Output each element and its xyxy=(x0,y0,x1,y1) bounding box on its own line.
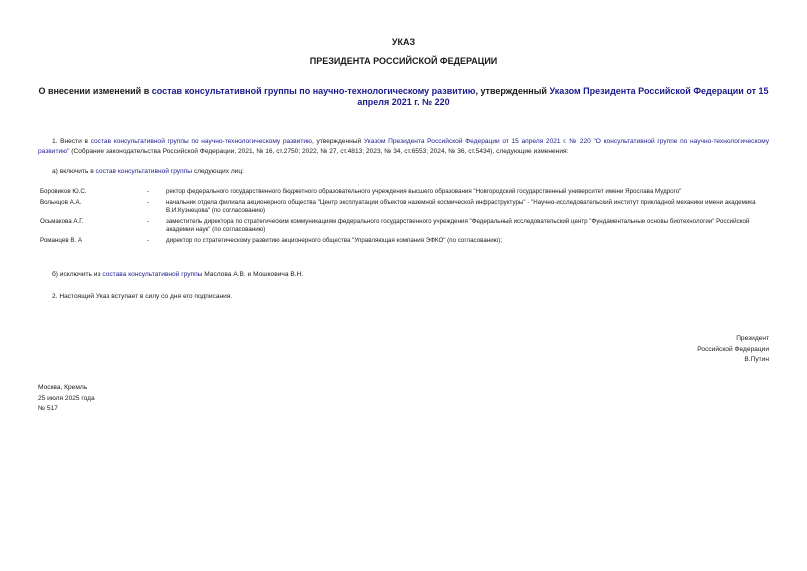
signature-block xyxy=(697,334,769,366)
para-a-link-group[interactable]: состав консультативной группы xyxy=(95,168,192,175)
heading-text-2: , утвержденный xyxy=(475,86,550,96)
member-dash: - xyxy=(146,199,150,206)
para-b-link-group[interactable]: состава консультативной группы xyxy=(102,271,203,278)
member-description: ректор федерального государственного бюджетного образовательного учреждения высшего образования "Новгородский государственный университет имени Ярослава Мудрого" xyxy=(166,188,682,195)
para-b-text-1: б) исключить из xyxy=(52,271,103,278)
member-description: начальник отдела филиала акционерного общества "Центр эксплуатации объектов наземной космической инфраструктуры" - "Научно-исследовательский институт прикладной механики имени академика В.И.Кузнецова" (по согласованию) xyxy=(166,199,756,214)
document-type-title: УКАЗ xyxy=(391,37,416,47)
paragraph-b xyxy=(52,270,783,280)
member-name: Вольнцов А.А. xyxy=(40,199,82,206)
member-description: заместитель директора по стратегическим коммуникациям федерального государственного учреждения "Федеральный исследовательский центр "Фундаментальные основы биотехнологии" Российской академии наук" (по согласованию) xyxy=(166,218,750,233)
para1-text-1: 1. Внести в xyxy=(52,138,91,145)
issuer-title: ПРЕЗИДЕНТА РОССИЙСКОЙ ФЕДЕРАЦИИ xyxy=(309,56,498,66)
para-a-text-1: а) включить в xyxy=(52,168,96,175)
heading-link-decree[interactable]: Указом Президента Российской Федерации от 15 апреля 2021 г. № 220 xyxy=(357,86,769,107)
paragraph-1 xyxy=(38,137,769,156)
paragraph-a xyxy=(52,167,783,177)
para-b-text-2: Маслова А.В. и Мошковича В.Н. xyxy=(202,271,304,278)
member-dash: - xyxy=(146,218,150,225)
para1-link-decree[interactable]: Указом Президента Российской Федерации от 15 апреля 2021 г. № 220 "О консультативной группе по научно-технологическому развитию" xyxy=(38,138,769,155)
para1-link-group-composition[interactable]: состав консультативной группы по научно-технологическому развитию xyxy=(90,138,312,145)
heading-link-group-composition[interactable]: состав консультативной группы по научно-технологическому развитию xyxy=(151,86,476,96)
document-heading xyxy=(30,86,777,108)
member-name: Осьмакова А.Г. xyxy=(40,218,84,225)
signing-date: 25 июля 2025 года xyxy=(38,394,95,402)
signature-position: Президент xyxy=(736,335,769,342)
paragraph-2: 2. Настоящий Указ вступает в силу со дня его подписания. xyxy=(52,293,233,300)
signing-place: Москва, Кремль xyxy=(38,384,88,391)
member-dash: - xyxy=(146,237,150,244)
para1-text-2: , утвержденный xyxy=(312,138,364,145)
members-table xyxy=(40,188,770,248)
member-dash: - xyxy=(146,188,150,195)
document-footer xyxy=(38,383,95,415)
member-row xyxy=(40,199,770,218)
member-description: директор по стратегическому развитию акционерного общества "Управляющая компания ЭФКО" (по согласованию); xyxy=(166,237,503,244)
signature-name: В.Путин xyxy=(744,356,769,363)
para-a-text-2: следующих лиц: xyxy=(192,168,244,175)
para1-text-3: (Собрание законодательства Российской Федерации, 2021, № 16, ст.2750; 2022, № 27, ст.4813; 2023, № 34, ст.6553; 2024, № 36, ст.5434), следующие изменения: xyxy=(69,147,569,155)
member-name: Романцев В. А xyxy=(40,237,83,244)
heading-text-1: О внесении изменений в xyxy=(38,86,152,96)
member-row xyxy=(40,188,770,199)
member-row xyxy=(40,237,770,248)
member-name: Боровиков Ю.С. xyxy=(40,188,87,195)
signature-country: Российской Федерации xyxy=(697,345,769,353)
member-row xyxy=(40,218,770,237)
document-number: № 517 xyxy=(38,405,58,412)
